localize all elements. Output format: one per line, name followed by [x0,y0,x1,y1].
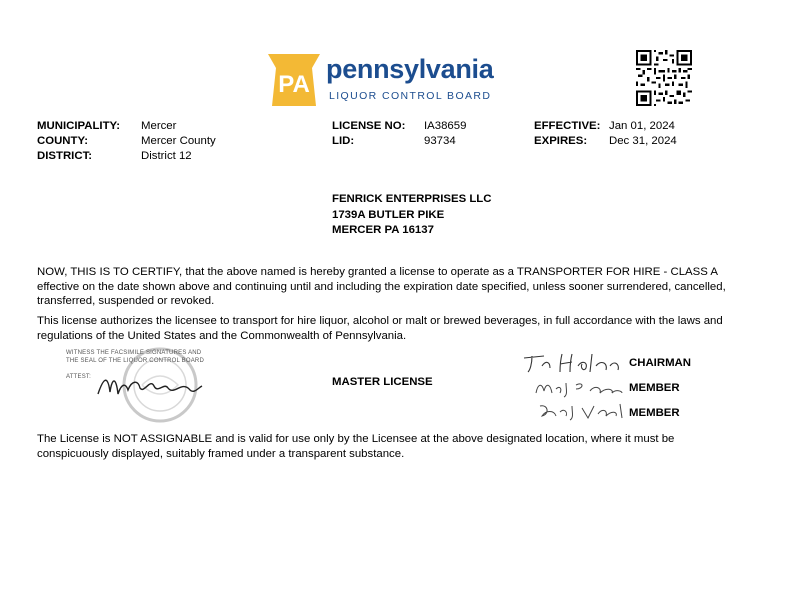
chairman-signature-icon [520,350,624,376]
licensee-address-line1: 1739A BUTLER PIKE [332,209,445,221]
effective-value: Jan 01, 2024 [609,120,675,132]
district-label: DISTRICT: [37,150,93,162]
authorization-paragraph: This license authorizes the licensee to transport for hire liquor, alcohol or malt or brewed beverages, in full accordance with the laws and regulations of the United States and the Commonwealth of Pennsylvania. [37,315,723,342]
licensee-address-line2: MERCER PA 16137 [332,224,434,236]
qr-code-icon [636,50,692,106]
logo-mark: PA [278,71,310,98]
logo-wordmark: pennsylvania [326,54,494,84]
district-value: District 12 [141,150,192,162]
keystone-icon [264,48,324,108]
member-signature-1-icon [532,377,626,399]
municipality-label: MUNICIPALITY: [37,120,121,132]
master-license-label: MASTER LICENSE [332,376,433,388]
expires-value: Dec 31, 2024 [609,135,677,147]
expires-label: EXPIRES: [534,135,588,147]
county-label: COUNTY: [37,135,89,147]
effective-label: EFFECTIVE: [534,120,601,132]
municipality-value: Mercer [141,120,177,132]
seal-witness-line2: THE SEAL OF THE LIQUOR CONTROL BOARD [66,358,204,364]
license-no-value: IA38659 [424,120,467,132]
plcb-logo [264,48,504,110]
lid-label: LID: [332,135,355,147]
member-signature-2-icon [536,400,628,422]
county-value: Mercer County [141,135,216,147]
licensee-name: FENRICK ENTERPRISES LLC [332,193,492,205]
chairman-title: CHAIRMAN [629,357,692,369]
not-assignable-paragraph: The License is NOT ASSIGNABLE and is valid for use only by the Licensee at the above designated location, where it must be conspicuously displayed, suitably framed under a transparent substance. [37,433,675,460]
seal-witness-line1: WITNESS THE FACSIMILE SIGNATURES AND [66,350,202,356]
member-title-2: MEMBER [629,407,680,419]
license-no-label: LICENSE NO: [332,120,406,132]
logo-subtitle: LIQUOR CONTROL BOARD [329,90,492,102]
lid-value: 93734 [424,135,456,147]
seal-attest-label: ATTEST: [66,374,91,380]
attest-signature-icon [94,368,206,402]
member-title-1: MEMBER [629,382,680,394]
certify-paragraph: NOW, THIS IS TO CERTIFY, that the above named is hereby granted a license to operate as a TRANSPORTER FOR HIRE - CLASS A effective on the date shown above and continuing until and including the expiration date specified, unless sooner surrendered, cancelled, transferred, suspended or revoked. [37,266,726,308]
